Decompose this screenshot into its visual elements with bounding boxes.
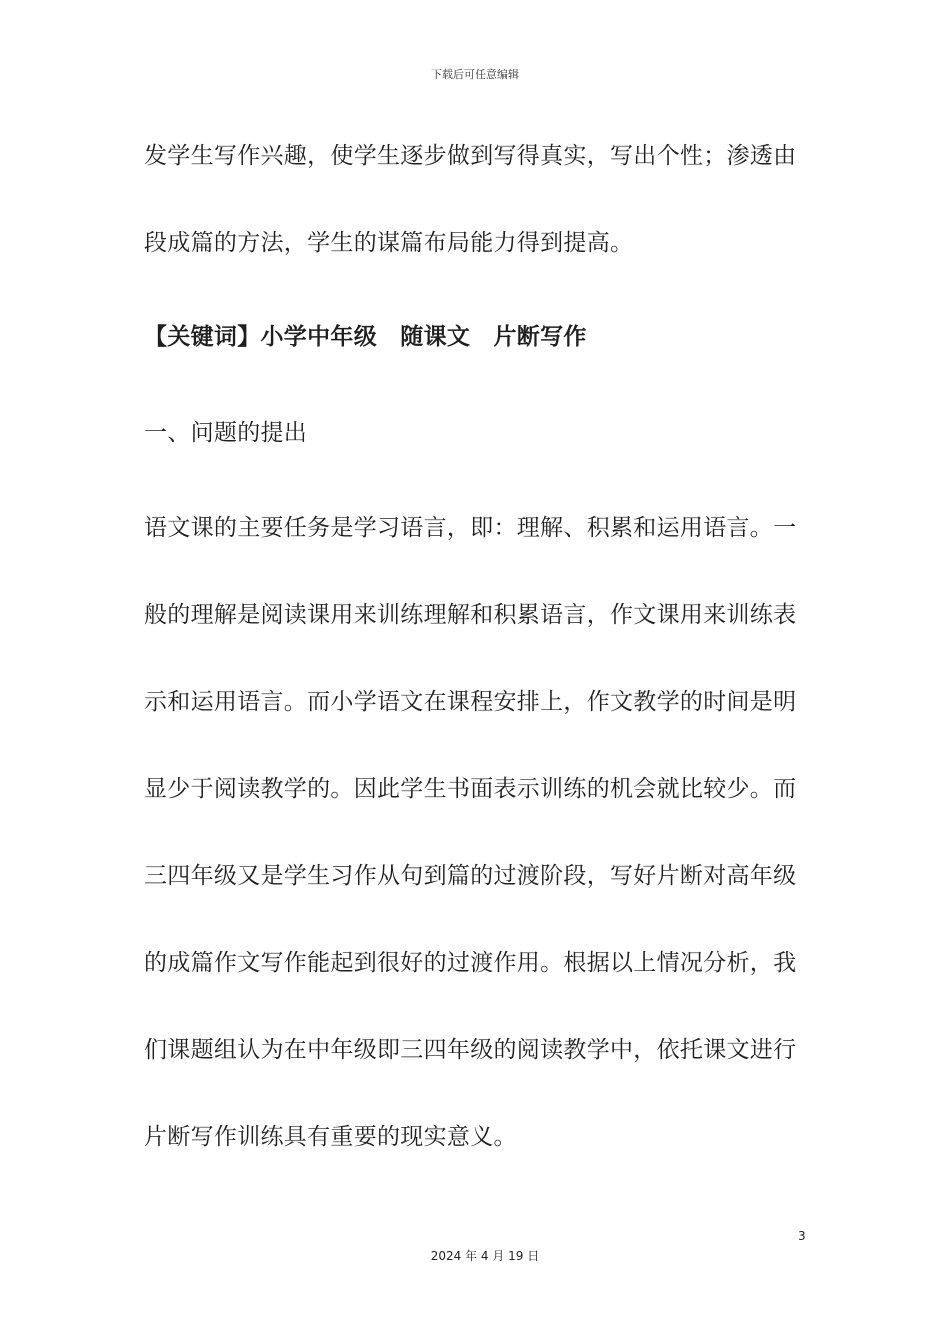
paragraph-line: 显少于阅读教学的。因此学生书面表示训练的机会就比较少。而 <box>144 776 797 802</box>
paragraph-line: 片断写作训练具有重要的现实意义。 <box>144 1124 517 1150</box>
page-number: 3 <box>798 1229 806 1243</box>
paragraph-line: 段成篇的方法，学生的谋篇布局能力得到提高。 <box>144 230 634 256</box>
page-header: 下载后可任意编辑 <box>431 68 519 81</box>
keywords-line: 【关键词】小学中年级 随课文 片断写作 <box>144 324 587 350</box>
paragraph-line: 的成篇作文写作能起到很好的过渡作用。根据以上情况分析，我 <box>144 950 797 976</box>
paragraph-line: 三四年级又是学生习作从句到篇的过渡阶段，写好片断对高年级 <box>144 863 797 889</box>
paragraph-line: 示和运用语言。而小学语文在课程安排上，作文教学的时间是明 <box>144 689 797 715</box>
paragraph-line: 们课题组认为在中年级即三四年级的阅读教学中，依托课文进行 <box>144 1037 797 1063</box>
section-heading: 一、问题的提出 <box>144 420 308 446</box>
paragraph-line: 语文课的主要任务是学习语言，即：理解、积累和运用语言。一 <box>144 515 797 541</box>
paragraph-line: 般的理解是阅读课用来训练理解和积累语言，作文课用来训练表 <box>144 602 797 628</box>
paragraph-line: 发学生写作兴趣，使学生逐步做到写得真实，写出个性；渗透由 <box>144 143 797 169</box>
footer-date: 2024 年 4 月 19 日 <box>430 1249 540 1263</box>
